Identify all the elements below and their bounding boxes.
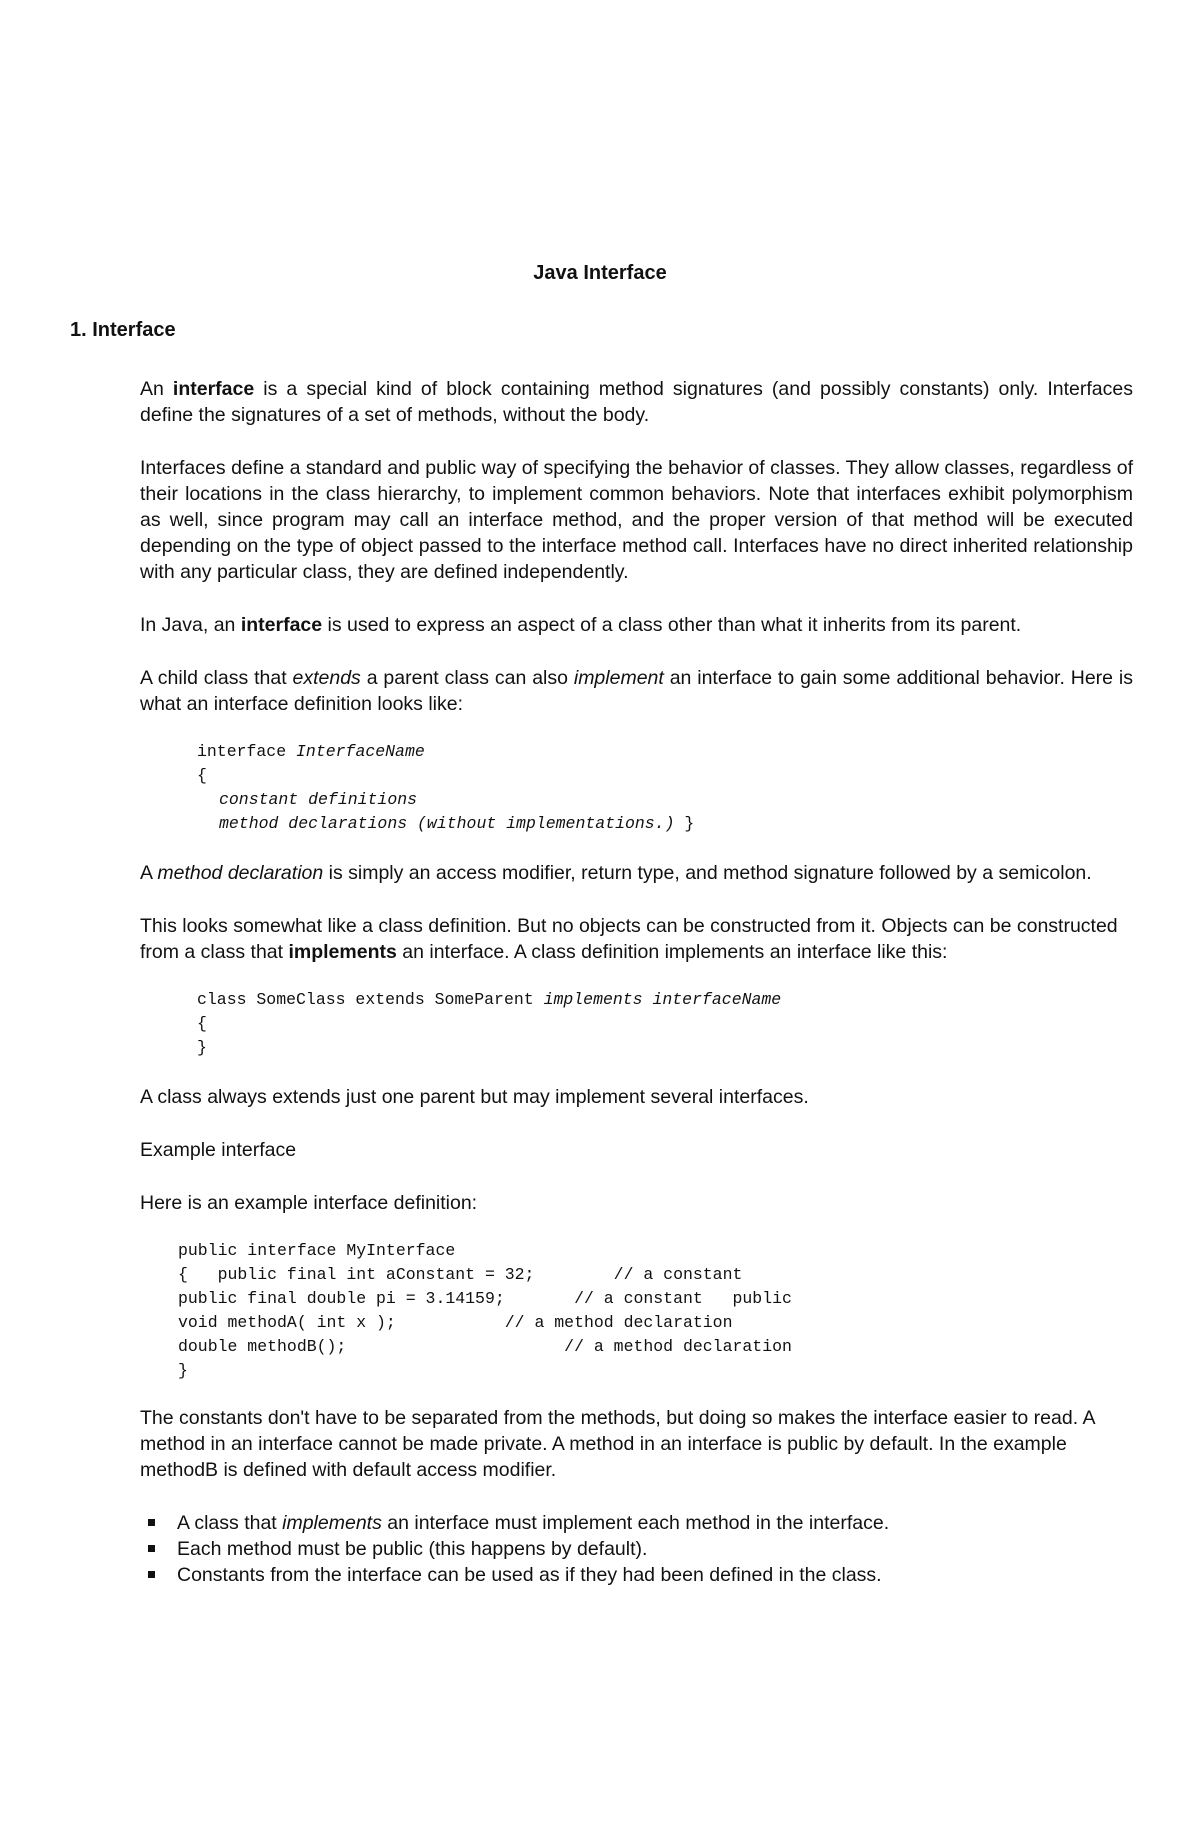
code-line: {	[197, 1014, 207, 1033]
paragraph-method-declaration: A method declaration is simply an access modifier, return type, and method signature followed by a semicolon.	[140, 862, 1092, 884]
code-line: }	[197, 1038, 207, 1057]
square-bullet-icon	[148, 1545, 155, 1552]
code-line: }	[178, 1361, 188, 1380]
code-line: class SomeClass extends SomeParent implements interfaceName	[197, 990, 782, 1009]
code-block-class-syntax	[197, 988, 1133, 1060]
code-line: public interface MyInterface	[178, 1241, 456, 1260]
paragraph-single-parent: A class always extends just one parent but may implement several interfaces.	[140, 1086, 809, 1108]
keyword-implements: implements	[288, 941, 397, 963]
code-line: double methodB(); // a method declaration	[178, 1337, 792, 1356]
paragraph-implements: This looks somewhat like a class definition. But no objects can be constructed from it. Objects can be constructed from a class that implements an interface. A class definition implements an interface like this:	[140, 915, 1118, 963]
square-bullet-icon	[148, 1571, 155, 1578]
code-line: interface InterfaceName	[197, 742, 425, 761]
code-line: {	[197, 766, 207, 785]
list-item: Each method must be public (this happens by default).	[140, 1536, 1133, 1562]
code-line: public final double pi = 3.14159; // a constant public	[178, 1289, 792, 1308]
paragraph-definition: An interface is a special kind of block containing method signatures (and possibly constants) only. Interfaces define the signatures of a set of methods, without the body.	[140, 378, 1133, 426]
code-line: void methodA( int x ); // a method declaration	[178, 1313, 733, 1332]
paragraph-purpose: Interfaces define a standard and public way of specifying the behavior of classes. They allow classes, regardless of their locations in the class hierarchy, to implement common behaviors. Note that interfaces exhibit polymorphism as well, since program may call an interface method, and the proper version of that method will be executed depending on the type of object passed to the interface method call. Interfaces have no direct inherited relationship with any particular class, they are defined independently.	[140, 457, 1133, 583]
paragraph-java-usage: In Java, an interface is used to express an aspect of a class other than what it inherits from its parent.	[140, 614, 1022, 636]
keyword-interface: interface	[172, 378, 255, 400]
paragraph-example-label: Example interface	[140, 1139, 297, 1161]
square-bullet-icon	[148, 1519, 155, 1526]
code-line: constant definitions	[219, 790, 418, 809]
code-block-example-interface	[178, 1239, 1133, 1383]
list-item: A class that implements an interface must implement each method in the interface.	[140, 1510, 1133, 1536]
document-title: Java Interface	[533, 262, 667, 284]
section-heading: 1. Interface	[70, 319, 176, 341]
paragraph-child-class: A child class that extends a parent class can also implement an interface to gain some additional behavior. Here is what an interface definition looks like:	[140, 667, 1133, 715]
rules-list	[140, 1510, 1133, 1588]
list-item: Constants from the interface can be used as if they had been defined in the class.	[140, 1562, 1133, 1588]
paragraph-constants-note: The constants don't have to be separated from the methods, but doing so makes the interface easier to read. A method in an interface cannot be made private. A method in an interface is public by default. In the example methodB is defined with default access modifier.	[140, 1407, 1095, 1481]
paragraph-example-intro: Here is an example interface definition:	[140, 1192, 478, 1214]
code-block-interface-syntax	[197, 740, 1133, 836]
code-line: { public final int aConstant = 32; // a constant	[178, 1265, 743, 1284]
code-line: method declarations (without implementations.) }	[219, 814, 695, 833]
document-body	[140, 376, 1133, 1588]
keyword-interface: interface	[240, 614, 323, 636]
